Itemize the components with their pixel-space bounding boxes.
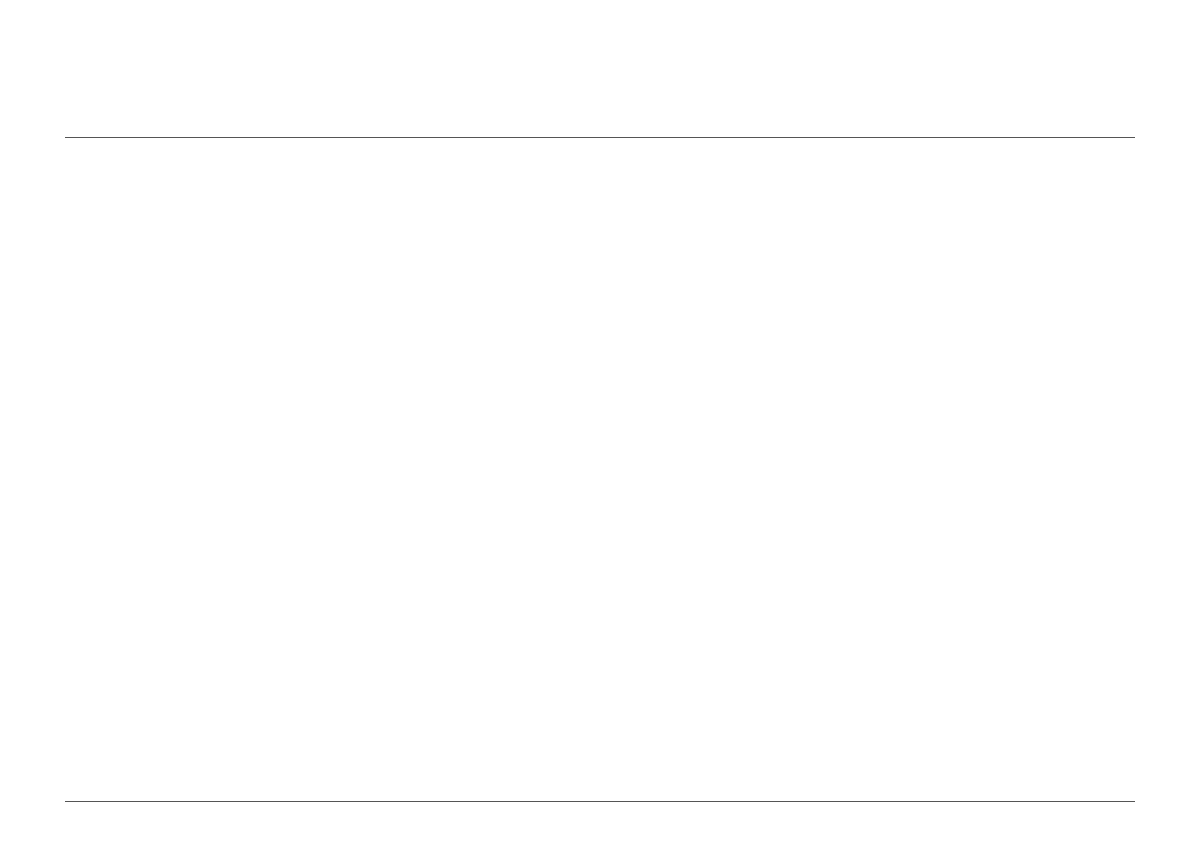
architectural-drawings xyxy=(340,145,1120,795)
drawing-canvas xyxy=(340,145,1120,795)
publicity-info xyxy=(89,556,139,573)
contact-person xyxy=(89,556,139,573)
